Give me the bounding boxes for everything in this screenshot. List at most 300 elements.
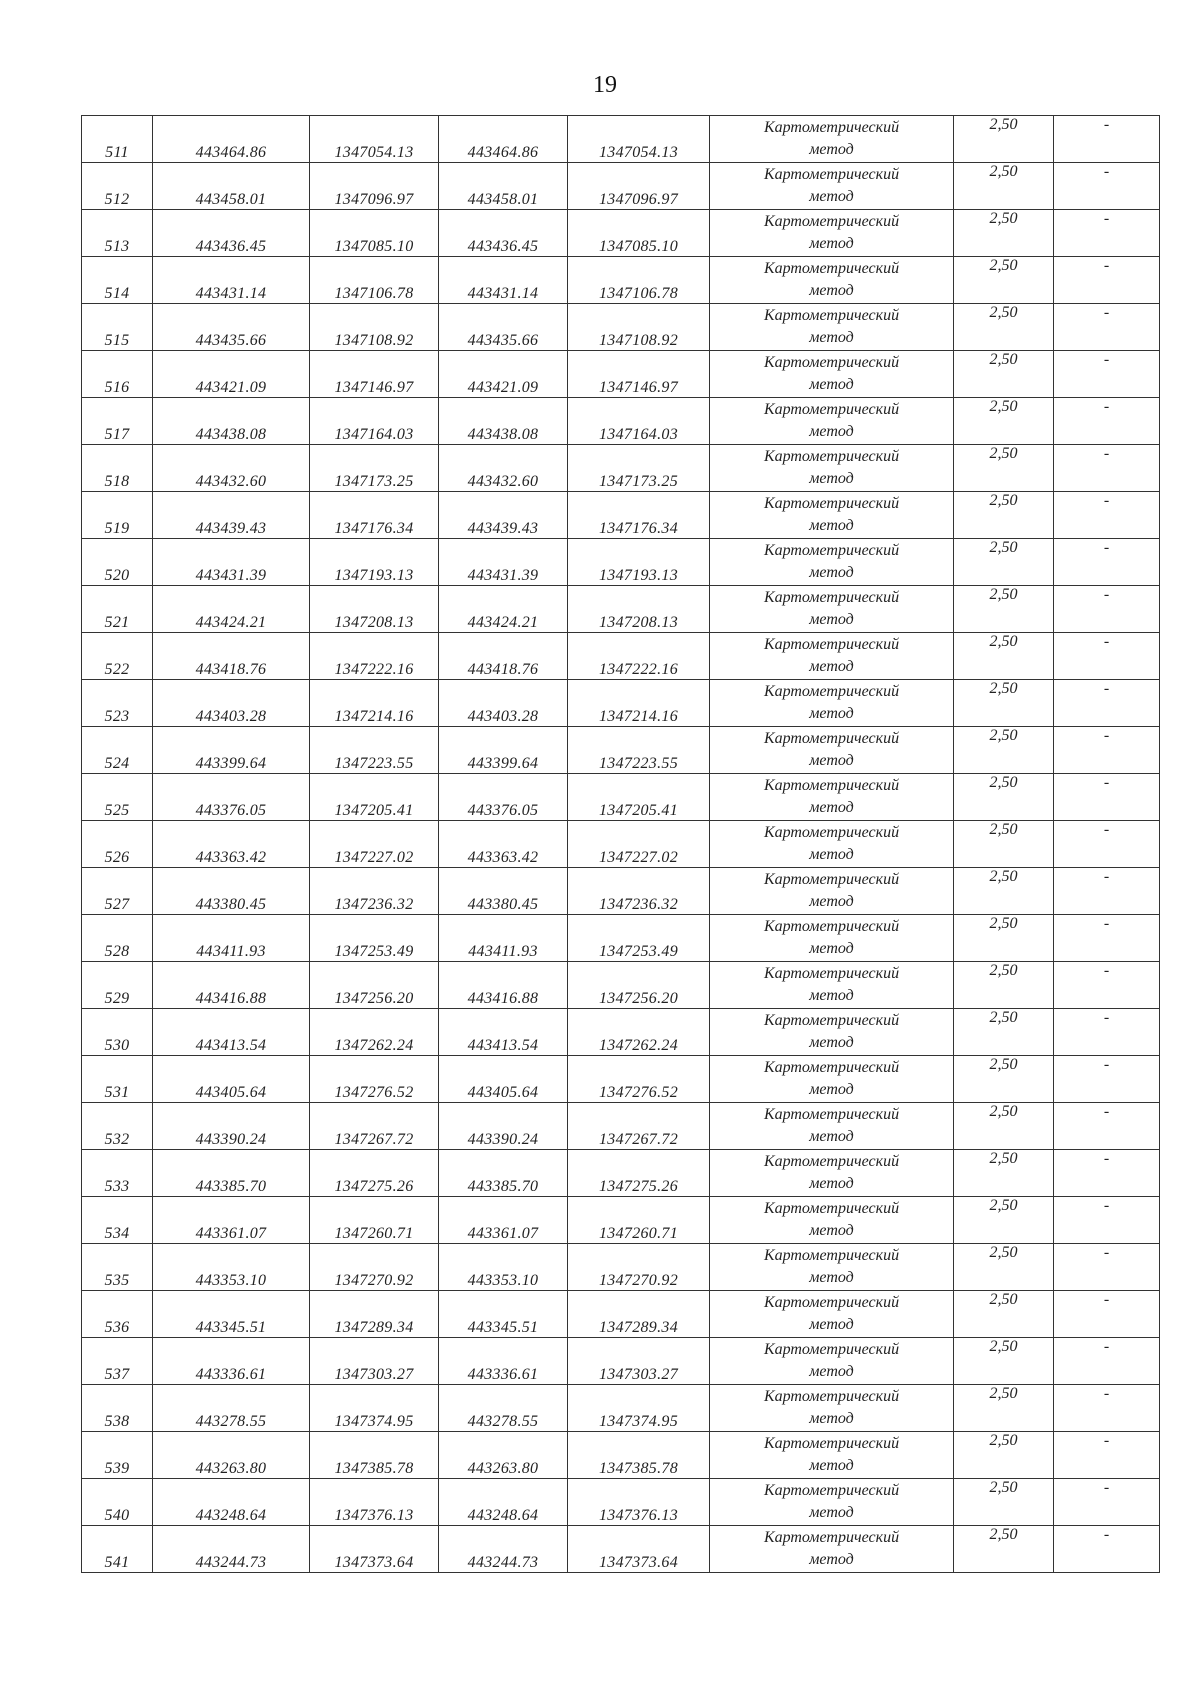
x-existing-cell: 443361.07 — [153, 1197, 310, 1244]
x-refined-cell: 443376.05 — [439, 774, 568, 821]
x-existing-cell: 443413.54 — [153, 1009, 310, 1056]
method-line-1: Картометрический — [763, 213, 900, 230]
table-row — [82, 1291, 1160, 1338]
table-row — [82, 680, 1160, 727]
x-existing-cell: 443278.55 — [153, 1385, 310, 1432]
y-refined-cell: 1347146.97 — [568, 351, 710, 398]
method-line-2: метод — [809, 1551, 854, 1568]
accuracy-cell: 2,50 — [954, 1150, 1054, 1197]
method-line-1: Картометрический — [763, 683, 900, 700]
x-refined-cell: 443278.55 — [439, 1385, 568, 1432]
point-number-cell: 536 — [82, 1291, 153, 1338]
x-refined-cell: 443438.08 — [439, 398, 568, 445]
description-cell: - — [1054, 1197, 1160, 1244]
point-number-cell: 540 — [82, 1479, 153, 1526]
table-row — [82, 727, 1160, 774]
method-cell — [710, 727, 954, 774]
x-refined-cell: 443411.93 — [439, 915, 568, 962]
y-refined-cell: 1347096.97 — [568, 163, 710, 210]
point-number-cell: 531 — [82, 1056, 153, 1103]
method-line-2: метод — [809, 235, 854, 252]
table-row — [82, 1009, 1160, 1056]
method-line-2: метод — [809, 1269, 854, 1286]
y-existing-cell: 1347208.13 — [310, 586, 439, 633]
x-refined-cell: 443353.10 — [439, 1244, 568, 1291]
point-number-cell: 514 — [82, 257, 153, 304]
point-number-cell: 518 — [82, 445, 153, 492]
y-refined-cell: 1347256.20 — [568, 962, 710, 1009]
y-existing-cell: 1347373.64 — [310, 1526, 439, 1573]
method-line-2: метод — [809, 611, 854, 628]
accuracy-cell: 2,50 — [954, 962, 1054, 1009]
y-existing-cell: 1347236.32 — [310, 868, 439, 915]
method-line-1: Картометрический — [763, 777, 900, 794]
method-line-1: Картометрический — [763, 260, 900, 277]
method-line-2: метод — [809, 1504, 854, 1521]
table-row — [82, 163, 1160, 210]
method-cell — [710, 1197, 954, 1244]
description-cell: - — [1054, 727, 1160, 774]
method-line-1: Картометрический — [763, 918, 900, 935]
y-refined-cell: 1347253.49 — [568, 915, 710, 962]
description-cell: - — [1054, 868, 1160, 915]
y-existing-cell: 1347108.92 — [310, 304, 439, 351]
x-existing-cell: 443363.42 — [153, 821, 310, 868]
method-line-1: Картометрический — [763, 119, 900, 136]
table-row — [82, 1103, 1160, 1150]
point-number-cell: 537 — [82, 1338, 153, 1385]
method-cell — [710, 586, 954, 633]
x-existing-cell: 443418.76 — [153, 633, 310, 680]
x-existing-cell: 443403.28 — [153, 680, 310, 727]
x-refined-cell: 443416.88 — [439, 962, 568, 1009]
method-line-1: Картометрический — [763, 1294, 900, 1311]
accuracy-cell: 2,50 — [954, 116, 1054, 163]
y-existing-cell: 1347205.41 — [310, 774, 439, 821]
method-cell — [710, 304, 954, 351]
y-refined-cell: 1347270.92 — [568, 1244, 710, 1291]
y-refined-cell: 1347374.95 — [568, 1385, 710, 1432]
method-line-2: метод — [809, 1363, 854, 1380]
y-existing-cell: 1347256.20 — [310, 962, 439, 1009]
method-line-1: Картометрический — [763, 1435, 900, 1452]
accuracy-cell: 2,50 — [954, 1291, 1054, 1338]
x-existing-cell: 443405.64 — [153, 1056, 310, 1103]
method-cell — [710, 1338, 954, 1385]
description-cell: - — [1054, 1244, 1160, 1291]
y-existing-cell: 1347223.55 — [310, 727, 439, 774]
x-refined-cell: 443418.76 — [439, 633, 568, 680]
x-existing-cell: 443439.43 — [153, 492, 310, 539]
method-cell — [710, 539, 954, 586]
table-row — [82, 586, 1160, 633]
method-line-2: метод — [809, 940, 854, 957]
x-existing-cell: 443458.01 — [153, 163, 310, 210]
method-line-2: метод — [809, 705, 854, 722]
table-row — [82, 539, 1160, 586]
point-number-cell: 528 — [82, 915, 153, 962]
method-cell — [710, 1150, 954, 1197]
description-cell: - — [1054, 1103, 1160, 1150]
table-row — [82, 1526, 1160, 1573]
table-body — [82, 116, 1160, 1573]
method-line-1: Картометрический — [763, 871, 900, 888]
table-row — [82, 116, 1160, 163]
y-refined-cell: 1347373.64 — [568, 1526, 710, 1573]
y-existing-cell: 1347262.24 — [310, 1009, 439, 1056]
method-line-1: Картометрический — [763, 824, 900, 841]
point-number-cell: 541 — [82, 1526, 153, 1573]
method-line-2: метод — [809, 188, 854, 205]
y-refined-cell: 1347108.92 — [568, 304, 710, 351]
y-refined-cell: 1347289.34 — [568, 1291, 710, 1338]
method-cell — [710, 821, 954, 868]
description-cell: - — [1054, 163, 1160, 210]
method-cell — [710, 1103, 954, 1150]
method-line-2: метод — [809, 470, 854, 487]
method-cell — [710, 116, 954, 163]
method-line-1: Картометрический — [763, 730, 900, 747]
method-line-1: Картометрический — [763, 542, 900, 559]
x-existing-cell: 443431.39 — [153, 539, 310, 586]
accuracy-cell: 2,50 — [954, 821, 1054, 868]
x-refined-cell: 443464.86 — [439, 116, 568, 163]
x-refined-cell: 443399.64 — [439, 727, 568, 774]
y-existing-cell: 1347276.52 — [310, 1056, 439, 1103]
table-row — [82, 1338, 1160, 1385]
table-row — [82, 962, 1160, 1009]
x-refined-cell: 443405.64 — [439, 1056, 568, 1103]
x-existing-cell: 443244.73 — [153, 1526, 310, 1573]
method-cell — [710, 1479, 954, 1526]
x-refined-cell: 443244.73 — [439, 1526, 568, 1573]
accuracy-cell: 2,50 — [954, 633, 1054, 680]
x-refined-cell: 443458.01 — [439, 163, 568, 210]
y-existing-cell: 1347222.16 — [310, 633, 439, 680]
y-refined-cell: 1347173.25 — [568, 445, 710, 492]
y-refined-cell: 1347262.24 — [568, 1009, 710, 1056]
method-line-1: Картометрический — [763, 1482, 900, 1499]
accuracy-cell: 2,50 — [954, 774, 1054, 821]
x-refined-cell: 443431.39 — [439, 539, 568, 586]
x-existing-cell: 443385.70 — [153, 1150, 310, 1197]
y-existing-cell: 1347173.25 — [310, 445, 439, 492]
description-cell: - — [1054, 1432, 1160, 1479]
point-number-cell: 535 — [82, 1244, 153, 1291]
method-cell — [710, 163, 954, 210]
y-refined-cell: 1347193.13 — [568, 539, 710, 586]
method-line-2: метод — [809, 799, 854, 816]
x-refined-cell: 443431.14 — [439, 257, 568, 304]
accuracy-cell: 2,50 — [954, 1197, 1054, 1244]
table-row — [82, 304, 1160, 351]
y-refined-cell: 1347085.10 — [568, 210, 710, 257]
y-existing-cell: 1347146.97 — [310, 351, 439, 398]
method-line-2: метод — [809, 893, 854, 910]
x-refined-cell: 443421.09 — [439, 351, 568, 398]
method-line-1: Картометрический — [763, 1247, 900, 1264]
point-number-cell: 526 — [82, 821, 153, 868]
point-number-cell: 525 — [82, 774, 153, 821]
method-cell — [710, 1244, 954, 1291]
y-refined-cell: 1347303.27 — [568, 1338, 710, 1385]
method-cell — [710, 492, 954, 539]
y-existing-cell: 1347289.34 — [310, 1291, 439, 1338]
y-existing-cell: 1347374.95 — [310, 1385, 439, 1432]
method-cell — [710, 1432, 954, 1479]
y-refined-cell: 1347275.26 — [568, 1150, 710, 1197]
y-refined-cell: 1347054.13 — [568, 116, 710, 163]
method-line-2: метод — [809, 1034, 854, 1051]
y-existing-cell: 1347085.10 — [310, 210, 439, 257]
y-existing-cell: 1347096.97 — [310, 163, 439, 210]
description-cell: - — [1054, 1526, 1160, 1573]
description-cell: - — [1054, 1338, 1160, 1385]
x-existing-cell: 443399.64 — [153, 727, 310, 774]
description-cell: - — [1054, 1150, 1160, 1197]
accuracy-cell: 2,50 — [954, 1009, 1054, 1056]
method-line-2: метод — [809, 1316, 854, 1333]
y-refined-cell: 1347236.32 — [568, 868, 710, 915]
point-number-cell: 516 — [82, 351, 153, 398]
method-line-2: метод — [809, 517, 854, 534]
accuracy-cell: 2,50 — [954, 163, 1054, 210]
table-row — [82, 1479, 1160, 1526]
method-cell — [710, 868, 954, 915]
accuracy-cell: 2,50 — [954, 1056, 1054, 1103]
x-existing-cell: 443248.64 — [153, 1479, 310, 1526]
y-refined-cell: 1347214.16 — [568, 680, 710, 727]
accuracy-cell: 2,50 — [954, 1432, 1054, 1479]
x-refined-cell: 443380.45 — [439, 868, 568, 915]
y-refined-cell: 1347385.78 — [568, 1432, 710, 1479]
y-existing-cell: 1347176.34 — [310, 492, 439, 539]
x-refined-cell: 443345.51 — [439, 1291, 568, 1338]
y-existing-cell: 1347214.16 — [310, 680, 439, 727]
y-existing-cell: 1347267.72 — [310, 1103, 439, 1150]
description-cell: - — [1054, 210, 1160, 257]
method-cell — [710, 1291, 954, 1338]
method-line-2: метод — [809, 658, 854, 675]
x-existing-cell: 443436.45 — [153, 210, 310, 257]
point-number-cell: 529 — [82, 962, 153, 1009]
method-line-2: метод — [809, 987, 854, 1004]
table-row — [82, 1432, 1160, 1479]
method-line-2: метод — [809, 564, 854, 581]
method-line-2: метод — [809, 1410, 854, 1427]
x-existing-cell: 443432.60 — [153, 445, 310, 492]
point-number-cell: 532 — [82, 1103, 153, 1150]
page-number: 19 — [593, 72, 617, 98]
x-refined-cell: 443385.70 — [439, 1150, 568, 1197]
method-line-2: метод — [809, 282, 854, 299]
accuracy-cell: 2,50 — [954, 1338, 1054, 1385]
y-refined-cell: 1347208.13 — [568, 586, 710, 633]
description-cell: - — [1054, 304, 1160, 351]
accuracy-cell: 2,50 — [954, 1103, 1054, 1150]
description-cell: - — [1054, 257, 1160, 304]
x-refined-cell: 443248.64 — [439, 1479, 568, 1526]
x-existing-cell: 443345.51 — [153, 1291, 310, 1338]
point-number-cell: 527 — [82, 868, 153, 915]
accuracy-cell: 2,50 — [954, 539, 1054, 586]
method-cell — [710, 680, 954, 727]
method-line-2: метод — [809, 141, 854, 158]
table-row — [82, 915, 1160, 962]
point-number-cell: 517 — [82, 398, 153, 445]
description-cell: - — [1054, 774, 1160, 821]
description-cell: - — [1054, 1056, 1160, 1103]
method-cell — [710, 633, 954, 680]
y-refined-cell: 1347106.78 — [568, 257, 710, 304]
y-refined-cell: 1347222.16 — [568, 633, 710, 680]
x-refined-cell: 443424.21 — [439, 586, 568, 633]
description-cell: - — [1054, 962, 1160, 1009]
method-line-1: Картометрический — [763, 166, 900, 183]
method-line-1: Картометрический — [763, 1388, 900, 1405]
accuracy-cell: 2,50 — [954, 1244, 1054, 1291]
method-line-2: метод — [809, 1128, 854, 1145]
method-line-2: метод — [809, 329, 854, 346]
x-existing-cell: 443336.61 — [153, 1338, 310, 1385]
method-line-2: метод — [809, 1457, 854, 1474]
description-cell: - — [1054, 1385, 1160, 1432]
description-cell: - — [1054, 915, 1160, 962]
table-row — [82, 1056, 1160, 1103]
accuracy-cell: 2,50 — [954, 1526, 1054, 1573]
table-row — [82, 351, 1160, 398]
y-existing-cell: 1347054.13 — [310, 116, 439, 163]
x-refined-cell: 443413.54 — [439, 1009, 568, 1056]
point-number-cell: 519 — [82, 492, 153, 539]
x-existing-cell: 443353.10 — [153, 1244, 310, 1291]
method-line-2: метод — [809, 1222, 854, 1239]
x-refined-cell: 443363.42 — [439, 821, 568, 868]
x-existing-cell: 443380.45 — [153, 868, 310, 915]
method-line-1: Картометрический — [763, 495, 900, 512]
table-row — [82, 868, 1160, 915]
coordinates-table — [81, 115, 1160, 1573]
table-row — [82, 257, 1160, 304]
method-line-1: Картометрический — [763, 1153, 900, 1170]
description-cell: - — [1054, 539, 1160, 586]
method-line-2: метод — [809, 376, 854, 393]
method-cell — [710, 1385, 954, 1432]
method-line-1: Картометрический — [763, 636, 900, 653]
table-row — [82, 398, 1160, 445]
table-row — [82, 492, 1160, 539]
method-cell — [710, 210, 954, 257]
y-refined-cell: 1347260.71 — [568, 1197, 710, 1244]
method-cell — [710, 915, 954, 962]
x-refined-cell: 443436.45 — [439, 210, 568, 257]
table-row — [82, 445, 1160, 492]
point-number-cell: 524 — [82, 727, 153, 774]
table-row — [82, 210, 1160, 257]
method-cell — [710, 774, 954, 821]
point-number-cell: 511 — [82, 116, 153, 163]
method-line-1: Картометрический — [763, 307, 900, 324]
method-line-1: Картометрический — [763, 1059, 900, 1076]
y-refined-cell: 1347164.03 — [568, 398, 710, 445]
method-line-1: Картометрический — [763, 589, 900, 606]
method-cell — [710, 962, 954, 1009]
x-existing-cell: 443431.14 — [153, 257, 310, 304]
x-refined-cell: 443263.80 — [439, 1432, 568, 1479]
point-number-cell: 521 — [82, 586, 153, 633]
point-number-cell: 520 — [82, 539, 153, 586]
x-existing-cell: 443411.93 — [153, 915, 310, 962]
point-number-cell: 522 — [82, 633, 153, 680]
y-refined-cell: 1347205.41 — [568, 774, 710, 821]
table-row — [82, 774, 1160, 821]
accuracy-cell: 2,50 — [954, 492, 1054, 539]
y-refined-cell: 1347376.13 — [568, 1479, 710, 1526]
x-refined-cell: 443336.61 — [439, 1338, 568, 1385]
point-number-cell: 513 — [82, 210, 153, 257]
table-row — [82, 633, 1160, 680]
method-cell — [710, 351, 954, 398]
y-existing-cell: 1347260.71 — [310, 1197, 439, 1244]
point-number-cell: 533 — [82, 1150, 153, 1197]
description-cell: - — [1054, 116, 1160, 163]
y-existing-cell: 1347385.78 — [310, 1432, 439, 1479]
table-row — [82, 1385, 1160, 1432]
description-cell: - — [1054, 492, 1160, 539]
x-existing-cell: 443424.21 — [153, 586, 310, 633]
method-cell — [710, 1009, 954, 1056]
method-line-1: Картометрический — [763, 1200, 900, 1217]
method-cell — [710, 398, 954, 445]
method-cell — [710, 445, 954, 492]
x-refined-cell: 443403.28 — [439, 680, 568, 727]
x-refined-cell: 443390.24 — [439, 1103, 568, 1150]
x-existing-cell: 443416.88 — [153, 962, 310, 1009]
description-cell: - — [1054, 398, 1160, 445]
table-row — [82, 1150, 1160, 1197]
method-line-1: Картометрический — [763, 1106, 900, 1123]
accuracy-cell: 2,50 — [954, 680, 1054, 727]
description-cell: - — [1054, 1009, 1160, 1056]
x-existing-cell: 443438.08 — [153, 398, 310, 445]
x-existing-cell: 443435.66 — [153, 304, 310, 351]
y-refined-cell: 1347223.55 — [568, 727, 710, 774]
description-cell: - — [1054, 633, 1160, 680]
x-refined-cell: 443435.66 — [439, 304, 568, 351]
method-line-1: Картометрический — [763, 448, 900, 465]
accuracy-cell: 2,50 — [954, 257, 1054, 304]
x-existing-cell: 443376.05 — [153, 774, 310, 821]
x-refined-cell: 443439.43 — [439, 492, 568, 539]
point-number-cell: 534 — [82, 1197, 153, 1244]
table-row — [82, 821, 1160, 868]
method-cell — [710, 1056, 954, 1103]
accuracy-cell: 2,50 — [954, 727, 1054, 774]
y-existing-cell: 1347303.27 — [310, 1338, 439, 1385]
point-number-cell: 539 — [82, 1432, 153, 1479]
method-line-1: Картометрический — [763, 965, 900, 982]
y-refined-cell: 1347267.72 — [568, 1103, 710, 1150]
table-row — [82, 1197, 1160, 1244]
point-number-cell: 512 — [82, 163, 153, 210]
y-existing-cell: 1347275.26 — [310, 1150, 439, 1197]
accuracy-cell: 2,50 — [954, 1385, 1054, 1432]
description-cell: - — [1054, 680, 1160, 727]
method-line-2: метод — [809, 423, 854, 440]
y-existing-cell: 1347253.49 — [310, 915, 439, 962]
y-refined-cell: 1347176.34 — [568, 492, 710, 539]
x-refined-cell: 443432.60 — [439, 445, 568, 492]
